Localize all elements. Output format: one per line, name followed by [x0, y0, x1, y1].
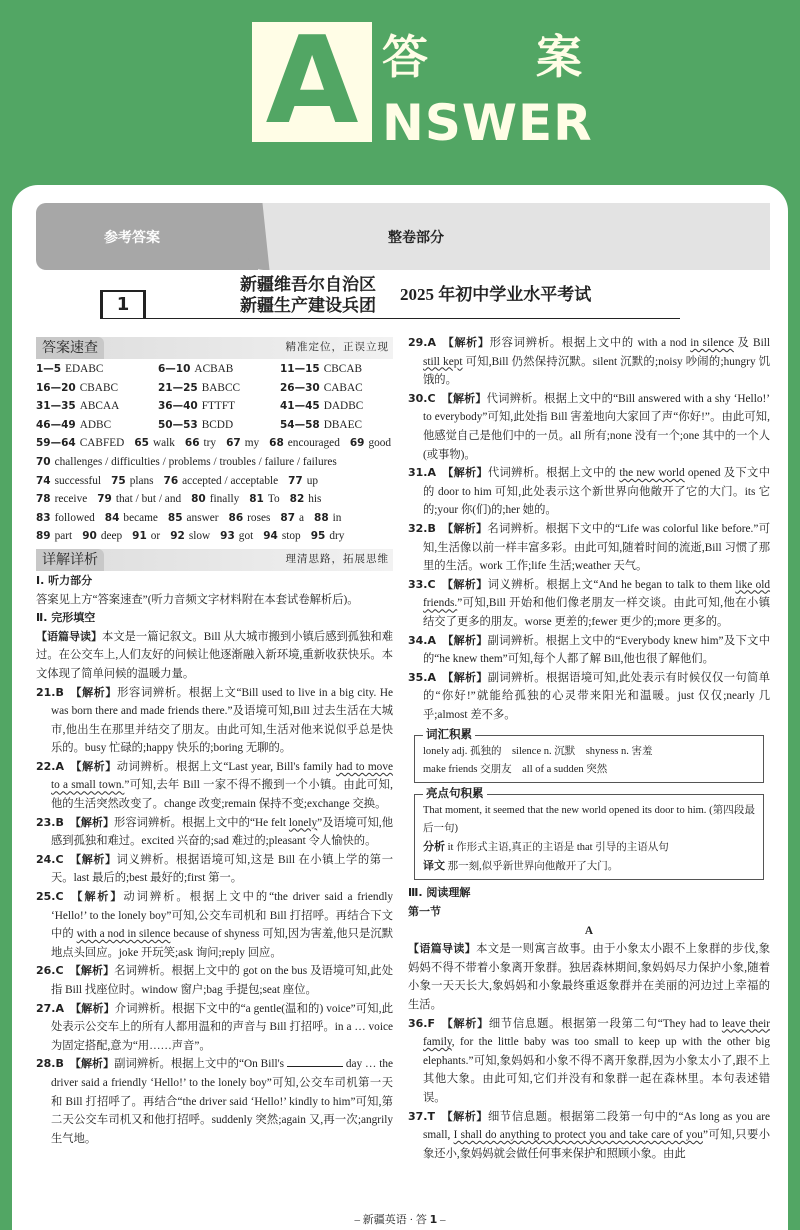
exam-number: 1: [100, 290, 146, 318]
question-number: 91: [132, 530, 147, 543]
question-number: 94: [263, 530, 278, 543]
question-number: 21—25: [158, 381, 198, 394]
answer-value: deep: [100, 530, 123, 543]
item-number: 31.A: [408, 466, 436, 480]
question-number: 67: [226, 437, 241, 450]
item-number: 37.T: [408, 1109, 435, 1123]
answer-logo-en: NSWER: [382, 94, 593, 152]
passage-label: A: [584, 924, 594, 937]
cloze-heading: Ⅱ. 完形填空: [36, 611, 96, 625]
quick-answer: [36, 490, 87, 509]
question-number: 86: [228, 511, 244, 524]
analysis-tag: 【解析】: [69, 890, 124, 904]
quick-answer: [36, 434, 124, 453]
question-number: 74: [36, 474, 51, 487]
quick-answer: [280, 416, 392, 435]
listening-text: 答案见上方“答案速查”(听力音频文字材料附在本套试卷解析后)。: [36, 593, 359, 606]
quick-answer: [311, 527, 345, 546]
explanation-item: [36, 1055, 393, 1148]
question-number: 78: [36, 493, 51, 506]
tab-band: [36, 203, 770, 270]
quick-answer: [220, 527, 253, 546]
main-content: [36, 334, 770, 1163]
quick-answer-row: [36, 360, 393, 379]
item-number: 22.A: [36, 759, 64, 773]
divider: [100, 318, 680, 319]
explanation-text: ”可知,只要小象还小,象妈妈就会做任何事来保护和照顾小象。由此: [423, 1129, 770, 1160]
question-number: 26—30: [280, 381, 320, 394]
item-number: 27.A: [36, 1001, 64, 1015]
exam-title: 2025 年初中学业水平考试: [400, 285, 592, 304]
explanation-text: 名词辨析。根据下文中的“Life was colorful like before.”可知,生活像以前一样丰富多彩。由此可知,随着时间的流逝,Bill 习惯了那里的生活。work 工作;life 生活;weather 天气。: [423, 522, 770, 573]
quick-answer-grid: [36, 360, 393, 546]
question-number: 88: [314, 511, 329, 524]
analysis-tag: 【解析】: [441, 1109, 489, 1123]
quick-answer: [132, 527, 160, 546]
explanation-item: [36, 758, 393, 814]
cloze-guide: 【语篇导读】本文是一篇记叙文。Bill 从大城市搬到小镇后感到孤独和难过。在公交车上,人们友好的问候让他逐渐融入新环境,重新收获快乐。本文体现了简单问候的温暖力量。: [36, 629, 394, 680]
question-number: 82: [289, 493, 305, 506]
answer-value: ACBAB: [194, 363, 234, 375]
item-number: 25.C: [36, 890, 64, 904]
answer-value: slow: [188, 530, 211, 543]
question-number: 70: [36, 455, 51, 468]
quick-answer: [36, 527, 72, 546]
quick-answer: [105, 509, 158, 528]
answer-value: part: [54, 530, 73, 543]
explanation-item: [36, 684, 393, 758]
right-column: [408, 334, 770, 1163]
answer-value: got: [238, 530, 254, 543]
explanation-text: 介词辨析。根据下文中的“a gentle(温和的) voice”可知,此处表示公交车上的所有人都用温和的声音与 Bill 打招呼。in a … voice 为固定搭配,意为“用……声音”。: [51, 1002, 394, 1052]
answer-value: DADBC: [323, 400, 364, 413]
question-number: 65: [134, 437, 149, 450]
explanation-text: ”可知,去年 Bill 一家不得不搬到一个小镇。由此可知,他的生活突然改变了。change 改变;remain 保持不变;exchange 交换。: [51, 779, 394, 811]
answer-value: try: [203, 437, 217, 450]
answer-value: receive: [54, 493, 88, 506]
cloze-items-left: [36, 684, 393, 1149]
item-number: 33.C: [408, 577, 436, 591]
quick-answer: [288, 472, 318, 491]
explanation-text: 形容词辨析。根据上文“Bill used to live in a big city. He was born there and made friends there.”及语境可知,Bill 过去生活在大城市,他出生在那里并结交了朋友。由此可知,生活对他来说似乎总是快乐的。busy 忙碌的;happy 快乐的;boring 无聊的。: [51, 686, 393, 755]
question-number: 46—49: [36, 418, 76, 431]
answer-value: successful: [54, 474, 102, 487]
analysis-tag: 【解析】: [442, 633, 488, 647]
answer-blank: [287, 1055, 343, 1067]
quick-answer: [36, 416, 148, 435]
quick-answer: [170, 527, 210, 546]
item-number: 34.A: [408, 633, 436, 647]
explanation-item: [408, 669, 770, 725]
question-number: 1—5: [36, 363, 62, 375]
analysis-tag: 【解析】: [70, 759, 117, 773]
answer-value: answer: [186, 511, 219, 524]
listening-heading: Ⅰ. 听力部分: [36, 573, 93, 587]
item-number: 26.C: [36, 964, 64, 978]
item-number: 21.B: [36, 685, 64, 699]
question-number: 93: [220, 530, 235, 543]
analysis-tag: 【解析】: [442, 466, 488, 480]
quick-answer: [158, 379, 270, 398]
answer-value: stop: [281, 530, 301, 543]
explanation-item: [408, 520, 770, 576]
quick-answer: [314, 509, 341, 528]
answer-value: challenges / difficulties / problems / troubles / failure / failures: [54, 455, 337, 468]
quick-answer: [226, 434, 259, 453]
analysis-tag: 【解析】: [441, 521, 488, 535]
question-number: 31—35: [36, 400, 76, 413]
explanation-item: [408, 632, 770, 669]
answer-value: ADBC: [79, 418, 112, 431]
answer-value: plans: [129, 474, 154, 487]
explanation-text: 及 Bill: [733, 337, 771, 349]
underlined-quote: had to move to a small town.: [51, 760, 393, 792]
page-footer: – 新疆英语 · 答 1 –: [354, 1213, 446, 1226]
explanation-text: opened 及下文中的 door to him 可知,此处表示这个新世界向他敞开了它的大门。its 它的;your 你(们)的;her 她的。: [423, 467, 770, 517]
question-number: 87: [280, 511, 296, 524]
quick-answer: [229, 509, 271, 528]
detail-header: 详解详析 理清思路，拓展思维: [36, 549, 393, 571]
explanation-text: because of shyness 可知,因为害羞,他只是沉默地点头回应。joke 开玩笑;ask 询问;reply 回应。: [51, 928, 393, 959]
quick-answer-row: [36, 509, 393, 528]
highlight-box: 亮点句积累 That moment, it seemed that the new world opened its door to him. (第四段最后一句) 分析 it 作形式主语,真正的主语是 that 引导的主语从句 译文 那一刻,似乎新世界向他敞开了大门。: [414, 794, 764, 880]
quick-answer-row: [36, 453, 393, 472]
question-number: 66: [184, 437, 200, 450]
cloze-items-right: [408, 334, 770, 724]
explanation-item: [36, 888, 393, 962]
analysis-tag: 【解析】: [69, 852, 117, 866]
quick-answer: [36, 472, 101, 491]
analysis-tag: 【解析】: [69, 964, 115, 978]
explanation-text: 细节信息题。根据第一段第二句“They had to: [488, 1017, 722, 1030]
explanation-item: [408, 390, 770, 464]
quick-answer: [249, 490, 279, 509]
answer-value: ABCAA: [79, 400, 120, 413]
explanation-text: 代词辨析。根据上文中的“Bill answered with a shy ‘Hello!’ to everybody”可知,此处指 Bill 害羞地向大家回了声“你好!”。由此可知,他感觉自己是他们中的一员。all 所有;none 没有一个;one 其中的一个人(或事物)。: [423, 392, 770, 461]
analysis-tag: 【解析】: [442, 336, 490, 349]
quick-answer-row: [36, 472, 393, 491]
quick-answer: [82, 527, 122, 546]
question-number: 77: [288, 474, 303, 487]
explanation-text: ”及语境可知,他感到孤独和难过。excited 兴奋的;sad 难过的;pleasant 令人愉快的。: [51, 816, 394, 848]
underlined-quote: leave their family: [423, 1017, 770, 1049]
quick-answer: [36, 509, 95, 528]
underlined-quote: I shall do anything to protect you and take care of you: [453, 1129, 703, 1142]
explanation-text: 可知,Bill 仍然保持沉默。silent 沉默的;noisy 吵闹的;hungry 饥饿的。: [423, 355, 770, 387]
explanation-item: [36, 962, 393, 999]
explanation-text: 细节信息题。根据第二段第一句中的“As long as you are small,: [423, 1110, 770, 1142]
answer-value: CBABC: [79, 381, 119, 394]
explanation-item: [36, 851, 393, 888]
quick-answer: [350, 434, 391, 453]
quick-answer: [164, 472, 279, 491]
question-number: 95: [310, 530, 326, 543]
question-number: 36—40: [158, 400, 198, 413]
item-number: 32.B: [408, 521, 436, 535]
question-number: 92: [170, 530, 185, 543]
answer-value: accepted / acceptable: [182, 474, 279, 487]
item-number: 36.F: [408, 1016, 436, 1030]
explanation-text: ”可知,Bill 开始和他们像老朋友一样交谈。由此可知,他在小镇结交了更多的朋友。worse 更差的;fewer 更少的;more 更多的。: [423, 597, 770, 628]
header-banner: [0, 0, 800, 185]
quick-answer: [111, 472, 153, 491]
answer-value: roses: [247, 511, 271, 524]
quick-answer-row: [36, 527, 393, 546]
question-number: 90: [82, 530, 97, 543]
tab-full-paper: 整卷部分: [388, 230, 444, 246]
underlined-quote: the new world: [619, 467, 685, 480]
quick-answer: [280, 509, 304, 528]
question-number: 83: [36, 511, 51, 524]
answer-value: CABAC: [323, 381, 363, 394]
quick-answer: [36, 453, 337, 472]
quick-answer: [185, 434, 216, 453]
quick-answer: [269, 434, 340, 453]
question-number: 16—20: [36, 381, 76, 394]
quick-answer: [36, 360, 148, 379]
answer-value: FTTFT: [201, 400, 236, 413]
reading-heading: Ⅲ. 阅读理解: [408, 886, 471, 900]
quick-answer: [36, 397, 148, 416]
answer-value: became: [123, 511, 158, 524]
analysis-tag: 【解析】: [69, 815, 115, 829]
quick-answer: [290, 490, 322, 509]
explanation-text: 词义辨析。根据语境可知,这是 Bill 在小镇上学的第一天。last 最后的;best 最好的;first 第一。: [51, 853, 393, 885]
answer-value: BCDD: [201, 418, 234, 431]
answer-value: walk: [152, 437, 175, 450]
explanation-item: [408, 576, 770, 632]
explanation-item: [408, 464, 770, 520]
analysis-tag: 【解析】: [70, 1001, 115, 1015]
question-number: 85: [167, 511, 183, 524]
question-number: 76: [163, 474, 179, 487]
explanation-item: [408, 1108, 770, 1164]
analysis-tag: 【解析】: [441, 577, 488, 591]
analysis-tag: 【解析】: [69, 1057, 115, 1071]
analysis-tag: 【解析】: [442, 670, 488, 684]
question-number: 11—15: [280, 363, 320, 375]
item-number: 35.A: [408, 670, 436, 684]
question-number: 68: [269, 437, 284, 450]
quick-answer: [263, 527, 300, 546]
quick-answer: [280, 397, 392, 416]
explanation-text: 副词辨析。根据上文中的“Everybody knew him”及下文中的“he knew them”可知,每个人都了解 Bill,他也很了解他们。: [423, 634, 771, 666]
quick-answer: [158, 360, 270, 379]
highlight-title: 亮点句积累: [423, 785, 487, 801]
question-number: 89: [36, 530, 51, 543]
quick-answer: [158, 416, 270, 435]
quick-answer-row: [36, 416, 393, 435]
question-number: 84: [104, 511, 120, 524]
explanation-text: 形容词辨析。根据上文中的“He felt: [114, 816, 289, 829]
analysis-tag: 【解析】: [441, 391, 487, 405]
quick-answer-row: [36, 490, 393, 509]
quick-answer: [134, 434, 175, 453]
explanation-text: 词义辨析。根据上文“And he began to talk to them: [487, 578, 736, 591]
item-number: 30.C: [408, 391, 436, 405]
explanation-text: 代词辨析。根据上文中的: [487, 467, 620, 480]
answer-value: good: [368, 437, 392, 450]
quick-answer: [280, 360, 392, 379]
explanation-item: [408, 1015, 770, 1108]
answer-value: his: [308, 493, 322, 506]
question-number: 6—10: [158, 363, 191, 375]
vocab-box: 词汇积累 lonely adj. 孤独的 silence n. 沉默 shyness n. 害羞 make friends 交朋友 all of a sudden 突然: [414, 735, 764, 783]
explanation-item: [408, 334, 770, 390]
explanation-item: [36, 814, 393, 851]
quick-answer-row: [36, 397, 393, 416]
quick-answer: [158, 397, 270, 416]
exam-region: 新疆维吾尔自治区 新疆生产建设兵团: [240, 275, 376, 315]
answer-value: in: [332, 511, 342, 524]
question-number: 79: [97, 493, 112, 506]
answer-value: dry: [329, 530, 345, 543]
answer-logo-letter: A: [252, 22, 372, 142]
answer-logo-cn: 答 案: [382, 30, 582, 84]
quick-answer-header: 答案速查 精准定位，正误立现: [36, 337, 393, 359]
explanation-text: day … the driver said a friendly ‘Hello!’ to the lonely boy”可知,公交车司机第一天和 Bill 打招呼了。再结合“the driver said ‘Hello!’ kindly to him”可知,第二天公交车司机又和他打招呼。suddenly 突然;again 又,再一次;angrily 生气地。: [51, 1058, 393, 1145]
vocab-title: 词汇积累: [423, 726, 475, 742]
quick-answer: [280, 379, 392, 398]
quick-answer-row: [36, 379, 393, 398]
item-number: 29.A: [408, 336, 436, 349]
question-number: 59—64: [36, 437, 76, 450]
quick-answer: [36, 379, 148, 398]
quick-answer: [191, 490, 239, 509]
reading-items: [408, 1015, 770, 1164]
analysis-tag: 【解析】: [69, 685, 118, 699]
analysis-tag: 【解析】: [441, 1016, 489, 1030]
explanation-text: 名词辨析。根据上文中的 got on the bus 及语境可知,此处指 Bill 找座位时。window 窗户;bag 手提包;seat 座位。: [51, 965, 393, 996]
underlined-quote: in silence: [690, 337, 734, 349]
answer-value: or: [150, 530, 161, 543]
question-number: 80: [191, 493, 206, 506]
explanation-item: [36, 1000, 393, 1056]
question-number: 75: [111, 474, 126, 487]
answer-value: finally: [209, 493, 240, 506]
answer-value: CABFED: [79, 437, 125, 450]
explanation-text: 副词辨析。根据语境可知,此处表示有时候仅仅一句简单的“你好!”就能给孤独的心灵带来阳光和温暖。just 仅仅;nearly 几乎;almost 差不多。: [423, 671, 771, 721]
reading-guide: 【语篇导读】本文是一则寓言故事。由于小象太小跟不上象群的步伐,象妈妈不得不带着小象离开象群。独居森林期间,象妈妈尽力保护小象,随着小象一天天长大,象妈妈和小象最终重返象群并在美丽的河边过上幸福的生活。: [408, 942, 771, 1012]
question-number: 69: [349, 437, 365, 450]
explanation-text: , for the little baby was too small to keep up with the other big elephants.”可知,象妈妈和小象不得不离开象群,因为小象太小了,跟不上其他大象。由此可知,它们并没有和象群一起在森林里。本句表述错误。: [423, 1036, 770, 1104]
question-number: 41—45: [280, 400, 320, 413]
explanation-text: 副词辨析。根据上文中的“On Bill's: [114, 1058, 287, 1071]
question-number: 50—53: [158, 418, 198, 431]
answer-value: up: [306, 474, 319, 487]
answer-value: a: [299, 511, 305, 524]
explanation-text: 动词辨析。根据上文中的“the driver said a friendly ‘Hello!’ to the lonely boy”可知,公交车司机和 Bill 打招呼。再结合下文中的: [51, 891, 394, 941]
underlined-quote: still kept: [423, 355, 463, 368]
tab-reference-answer: 参考答案: [36, 203, 258, 270]
reading-section: 第一节: [408, 905, 441, 919]
quick-answer: [97, 490, 181, 509]
quick-answer: [168, 509, 219, 528]
answer-value: that / but / and: [115, 493, 182, 506]
answer-value: encouraged: [287, 437, 340, 450]
item-number: 28.B: [36, 1057, 64, 1071]
answer-value: my: [244, 437, 260, 450]
answer-value: EDABC: [65, 363, 104, 375]
underlined-quote: lonely: [288, 816, 318, 829]
explanation-text: 动词辨析。根据上文“Last year, Bill's family: [116, 760, 337, 773]
question-number: 54—58: [280, 418, 320, 431]
question-number: 81: [249, 493, 264, 506]
item-number: 23.B: [36, 815, 64, 829]
underlined-quote: with a nod in silence: [76, 928, 171, 941]
answer-value: DBAEC: [323, 418, 363, 431]
item-number: 24.C: [36, 852, 64, 866]
left-column: [36, 334, 393, 1148]
answer-value: BABCC: [201, 381, 241, 394]
explanation-text: 形容词辨析。根据上文中的 with a nod: [489, 337, 691, 349]
underlined-quote: like old friends.: [423, 578, 771, 610]
answer-value: CBCAB: [323, 363, 363, 375]
answer-value: To: [267, 493, 280, 506]
answer-value: followed: [54, 511, 95, 524]
quick-answer-row: [36, 434, 393, 453]
